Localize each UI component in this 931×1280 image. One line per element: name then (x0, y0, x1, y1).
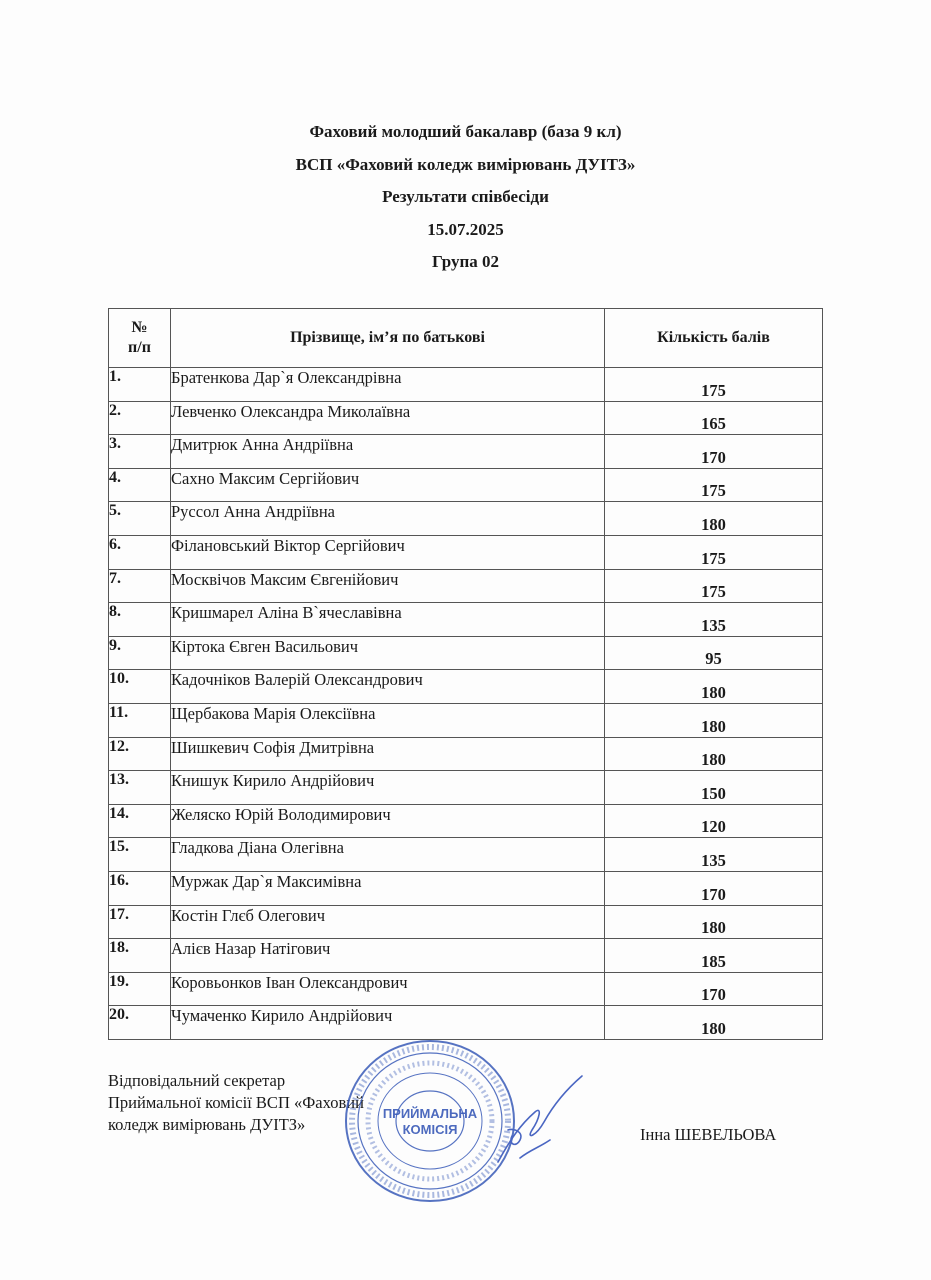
handwritten-signature (480, 1070, 600, 1170)
header-score: Кількість балів (605, 309, 823, 368)
row-number: 5. (109, 502, 171, 536)
row-number: 19. (109, 972, 171, 1006)
table-row (109, 435, 823, 469)
signature-committee: Приймальної комісії ВСП «Фаховий (108, 1093, 364, 1112)
row-full-name: Костін Глєб Олегович (171, 905, 605, 939)
row-score: 175 (605, 569, 823, 603)
row-full-name: Алієв Назар Натігович (171, 939, 605, 973)
table-row (109, 838, 823, 872)
row-score: 180 (605, 905, 823, 939)
row-score: 185 (605, 939, 823, 973)
signer-name: Інна ШЕВЕЛЬОВА (640, 1125, 777, 1144)
row-score: 180 (605, 703, 823, 737)
stamp-text-line2: КОМІСІЯ (402, 1122, 458, 1137)
table-row (109, 871, 823, 905)
table-row (109, 535, 823, 569)
table-row (109, 771, 823, 805)
row-score: 170 (605, 972, 823, 1006)
signature-block (108, 1070, 364, 1136)
heading-program: Фаховий молодший бакалавр (база 9 кл) (309, 122, 622, 141)
header-number-symbol: № (131, 319, 148, 336)
row-full-name: Сахно Максим Сергійович (171, 468, 605, 502)
row-number: 18. (109, 939, 171, 973)
row-full-name: Руссол Анна Андріївна (171, 502, 605, 536)
row-full-name: Чумаченко Кирило Андрійович (171, 1006, 605, 1040)
table-row (109, 468, 823, 502)
row-number: 14. (109, 804, 171, 838)
row-full-name: Філановський Віктор Сергійович (171, 535, 605, 569)
row-number: 3. (109, 435, 171, 469)
row-full-name: Шишкевич Софія Дмитрівна (171, 737, 605, 771)
row-full-name: Братенкова Дар`я Олександрівна (171, 368, 605, 402)
row-score: 170 (605, 435, 823, 469)
row-score: 150 (605, 771, 823, 805)
header-number-abbr: п/п (128, 339, 151, 356)
row-full-name: Муржак Дар`я Максимівна (171, 871, 605, 905)
heading-group: Група 02 (431, 252, 500, 271)
table-row (109, 972, 823, 1006)
table-header-row (109, 309, 823, 368)
row-score: 135 (605, 603, 823, 637)
heading-date: 15.07.2025 (427, 219, 504, 239)
document-heading (0, 116, 931, 279)
row-full-name: Желяско Юрій Володимирович (171, 804, 605, 838)
row-number: 10. (109, 670, 171, 704)
row-number: 16. (109, 871, 171, 905)
table-row (109, 670, 823, 704)
row-full-name: Коровьонков Іван Олександрович (171, 972, 605, 1006)
table-row (109, 636, 823, 670)
stamp-text-line1: ПРИЙМАЛЬНА (382, 1106, 478, 1121)
row-number: 6. (109, 535, 171, 569)
heading-title: Результати співбесіди (382, 187, 549, 206)
row-number: 12. (109, 737, 171, 771)
row-full-name: Дмитрюк Анна Андріївна (171, 435, 605, 469)
row-number: 8. (109, 603, 171, 637)
header-full-name: Прізвище, ім’я по батькові (171, 309, 605, 368)
row-number: 11. (109, 703, 171, 737)
row-score: 180 (605, 502, 823, 536)
row-full-name: Кадочніков Валерій Олександрович (171, 670, 605, 704)
row-score: 170 (605, 871, 823, 905)
row-full-name: Москвічов Максим Євгенійович (171, 569, 605, 603)
table-row (109, 703, 823, 737)
table-row (109, 1006, 823, 1040)
table-row (109, 939, 823, 973)
header-number (109, 309, 171, 368)
row-score: 180 (605, 1006, 823, 1040)
row-full-name: Кіртока Євген Васильович (171, 636, 605, 670)
row-full-name: Гладкова Діана Олегівна (171, 838, 605, 872)
table-row (109, 368, 823, 402)
row-score: 175 (605, 535, 823, 569)
table-row (109, 569, 823, 603)
results-table (108, 308, 823, 1040)
table-row (109, 502, 823, 536)
heading-institution: ВСП «Фаховий коледж вимірювань ДУІТЗ» (295, 154, 636, 174)
row-score: 135 (605, 838, 823, 872)
signature-college: коледж вимірювань ДУІТЗ» (108, 1115, 306, 1134)
row-number: 2. (109, 401, 171, 435)
row-number: 9. (109, 636, 171, 670)
table-row (109, 603, 823, 637)
table-row (109, 737, 823, 771)
row-full-name: Книшук Кирило Андрійович (171, 771, 605, 805)
table-row (109, 804, 823, 838)
row-full-name: Левченко Олександра Миколаївна (171, 401, 605, 435)
row-score: 180 (605, 737, 823, 771)
row-score: 180 (605, 670, 823, 704)
signature-position: Відповідальний секретар (108, 1071, 286, 1090)
row-score: 165 (605, 401, 823, 435)
row-number: 20. (109, 1006, 171, 1040)
row-number: 4. (109, 468, 171, 502)
row-number: 7. (109, 569, 171, 603)
row-score: 120 (605, 804, 823, 838)
row-number: 17. (109, 905, 171, 939)
row-score: 95 (605, 636, 823, 670)
row-full-name: Щербакова Марія Олексіївна (171, 703, 605, 737)
table-row (109, 905, 823, 939)
row-score: 175 (605, 468, 823, 502)
row-full-name: Кришмарел Аліна В`ячеславівна (171, 603, 605, 637)
table-row (109, 401, 823, 435)
row-score: 175 (605, 368, 823, 402)
row-number: 1. (109, 368, 171, 402)
row-number: 13. (109, 771, 171, 805)
row-number: 15. (109, 838, 171, 872)
